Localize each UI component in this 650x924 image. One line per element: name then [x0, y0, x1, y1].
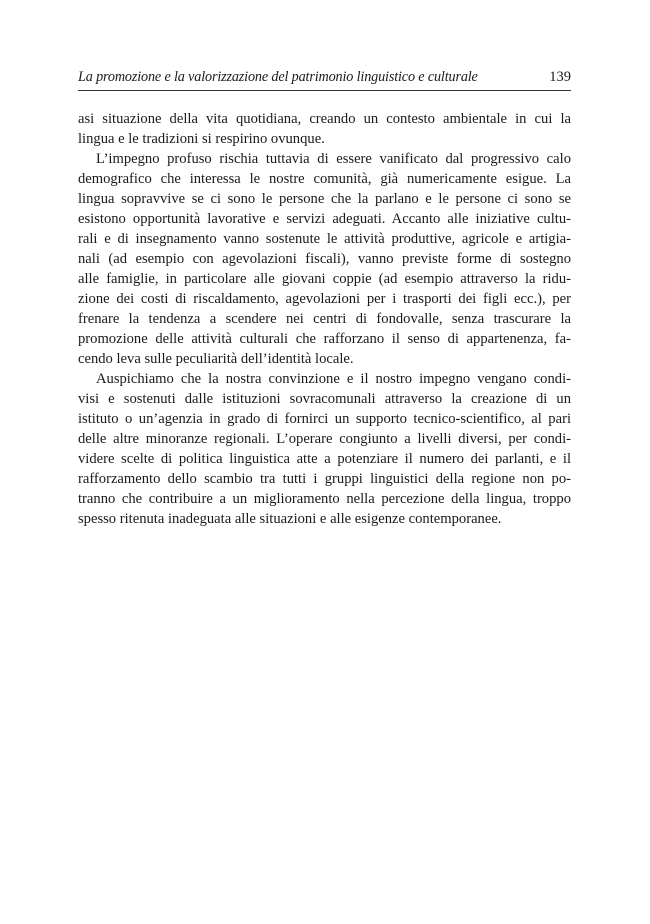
text-line: Auspichiamo che la nostra convinzione e il nostro impegno vengano condi- — [96, 371, 571, 387]
text-line: zione dei costi di riscaldamento, agevolazioni per i trasporti dei figli ecc.), per — [78, 291, 571, 307]
text-line: esistono opportunità lavorative e servizi adeguati. Accanto alle iniziative cultu- — [78, 211, 571, 227]
text-line: L’impegno profuso rischia tuttavia di essere vanificato dal progressivo calo — [96, 151, 571, 167]
text-line: rali e di insegnamento vanno sostenute le attività produttive, agricole e artigia- — [78, 231, 571, 247]
text-line: frenare la tendenza a scendere nei centri di fondovalle, senza trascurare la — [78, 311, 571, 327]
text-line: lingua e le tradizioni si respirino ovunque. — [78, 131, 325, 147]
text-line: videre scelte di politica linguistica atte a potenziare il numero dei parlanti, e il — [78, 451, 571, 467]
text-line: asi situazione della vita quotidiana, creando un contesto ambientale in cui la — [78, 111, 571, 127]
text-line: nali (ad esempio con agevolazioni fiscali), vanno previste forme di sostegno — [78, 251, 571, 267]
page-number: 139 — [549, 69, 571, 85]
text-line: rafforzamento dello scambio tra tutti i gruppi linguistici della regione non po- — [78, 471, 571, 487]
paragraph — [78, 149, 571, 369]
text-line: alle famiglie, in particolare alle giovani coppie (ad esempio attraverso la ridu- — [78, 271, 571, 287]
text-line: demografico che interessa le nostre comunità, già numericamente esigue. La — [78, 171, 571, 187]
paragraph — [78, 109, 571, 149]
body-text — [78, 109, 571, 529]
text-line: lingua sopravvive se ci sono le persone che la parlano e le persone ci sono se — [78, 191, 571, 207]
running-title: La promozione e la valorizzazione del patrimonio linguistico e culturale — [78, 69, 478, 85]
running-header — [78, 70, 571, 91]
text-line: cendo leva sulle peculiarità dell’identità locale. — [78, 351, 354, 367]
text-line: spesso ritenuta inadeguata alle situazioni e alle esigenze contemporanee. — [78, 511, 502, 527]
text-line: delle altre minoranze regionali. L’operare congiunto a livelli diversi, per condi- — [78, 431, 571, 447]
text-line: tranno che contribuire a un miglioramento nella percezione della lingua, troppo — [78, 491, 571, 507]
text-line: promozione delle attività culturali che rafforzano il senso di appartenenza, fa- — [78, 331, 571, 347]
paragraph — [78, 369, 571, 529]
text-line: istituto o un’agenzia in grado di fornirci un supporto tecnico-scientifico, al pari — [78, 411, 571, 427]
text-line: visi e sostenuti dalle istituzioni sovracomunali attraverso la creazione di un — [78, 391, 571, 407]
